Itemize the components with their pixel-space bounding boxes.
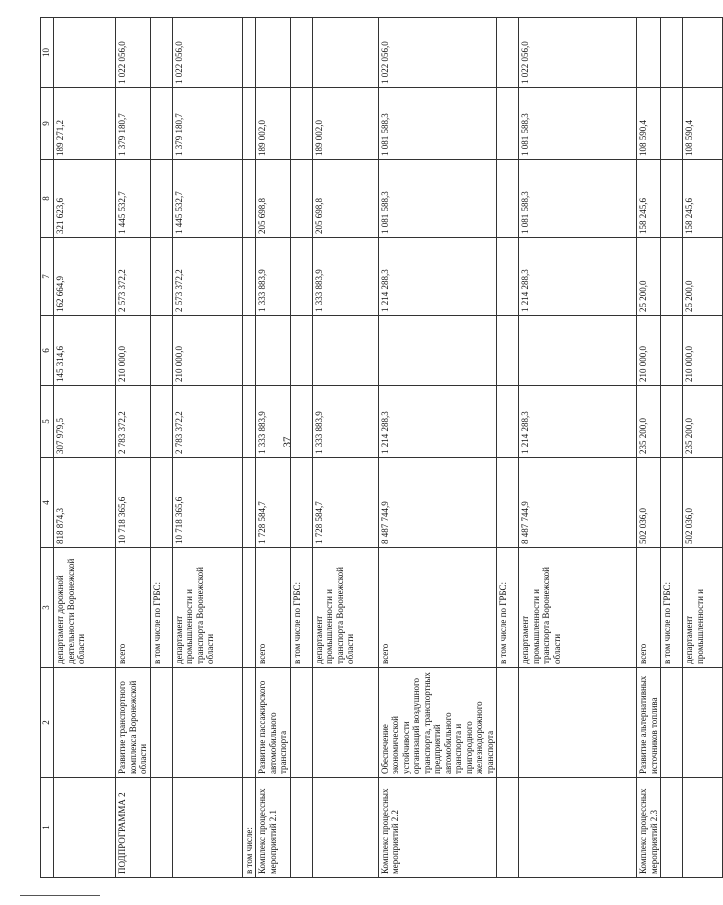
table-cell-col5: 235 200,0 — [637, 386, 661, 458]
table-cell-col6 — [378, 316, 497, 386]
table-cell-col6 — [312, 316, 378, 386]
table-cell-col2: Развитие пассажирского автомобильного транспорта — [256, 668, 291, 778]
table-cell-col10 — [637, 18, 661, 88]
table-cell-col8: 321 623,6 — [54, 160, 116, 238]
header-cell: 5 — [41, 386, 54, 458]
table-row — [242, 18, 256, 878]
table-cell-col8 — [150, 160, 172, 238]
table-cell-col5 — [661, 386, 683, 458]
table-cell-col2: Развитие альтернативных источников топлива — [637, 668, 661, 778]
table-row — [661, 18, 683, 878]
table-cell-col10 — [683, 18, 723, 88]
table-cell-col3: всего — [378, 548, 497, 668]
table-cell-col1 — [312, 778, 378, 878]
table-cell-col1: Комплекс процессных мероприятий 2.2 — [378, 778, 497, 878]
table-row — [519, 18, 637, 878]
table-cell-col1: в том числе: — [242, 778, 256, 878]
table-cell-col5 — [242, 386, 256, 458]
header-cell: 3 — [41, 548, 54, 668]
table-cell-col2 — [661, 668, 683, 778]
page-number: 37 — [281, 436, 294, 448]
rotated-table-container — [40, 18, 705, 878]
table-cell-col7 — [242, 238, 256, 316]
table-cell-col5: 307 979,5 — [54, 386, 116, 458]
table-cell-col4: 1 728 584,7 — [312, 458, 378, 548]
table-row — [172, 18, 242, 878]
table-cell-col9 — [661, 88, 683, 160]
table-cell-col5: 2 783 372,2 — [116, 386, 151, 458]
table-cell-col3: всего — [116, 548, 151, 668]
table-row — [378, 18, 497, 878]
table-cell-col3: в том числе по ГРБС: — [497, 548, 519, 668]
table-row — [116, 18, 151, 878]
table-row — [256, 18, 291, 878]
header-cell: 10 — [41, 18, 54, 88]
table-cell-col10: 1 022 056,0 — [116, 18, 151, 88]
table-cell-col1 — [172, 778, 242, 878]
table-cell-col3: департамент промышленности и транспорта Воронежской области — [172, 548, 242, 668]
table-cell-col6 — [497, 316, 519, 386]
table-cell-col10 — [497, 18, 519, 88]
table-cell-col1 — [497, 778, 519, 878]
table-cell-col8: 1 081 588,3 — [519, 160, 637, 238]
table-cell-col3: в том числе по ГРБС: — [661, 548, 683, 668]
header-cell: 8 — [41, 160, 54, 238]
table-cell-col9: 108 590,4 — [637, 88, 661, 160]
table-cell-col9: 1 379 180,7 — [172, 88, 242, 160]
table-cell-col3: департамент промышленности и — [683, 548, 723, 668]
table-cell-col6 — [519, 316, 637, 386]
table-cell-col8: 205 698,8 — [312, 160, 378, 238]
table-cell-col7: 1 333 883,9 — [312, 238, 378, 316]
table-cell-col3: всего — [256, 548, 291, 668]
table-cell-col7: 25 200,0 — [683, 238, 723, 316]
table-cell-col7: 162 664,9 — [54, 238, 116, 316]
table-cell-col6: 210 000,0 — [637, 316, 661, 386]
table-cell-col2 — [242, 668, 256, 778]
table-row — [150, 18, 172, 878]
table-cell-col2 — [683, 668, 723, 778]
table-cell-col6: 145 314,6 — [54, 316, 116, 386]
table-cell-col4: 818 874,3 — [54, 458, 116, 548]
table-cell-col4 — [290, 458, 312, 548]
table-cell-col5: 1 333 883,9 — [256, 386, 291, 458]
table-cell-col8: 205 698,8 — [256, 160, 291, 238]
table-cell-col5: 2 783 372,2 — [172, 386, 242, 458]
table-cell-col9: 1 081 588,3 — [378, 88, 497, 160]
table-cell-col4: 502 036,0 — [683, 458, 723, 548]
table-cell-col10: 1 022 056,0 — [519, 18, 637, 88]
table-cell-col1: Комплекс процессных мероприятий 2.1 — [256, 778, 291, 878]
table-cell-col1 — [661, 778, 683, 878]
table-cell-col3: департамент промышленности и транспорта Воронежской области — [312, 548, 378, 668]
table-cell-col2 — [519, 668, 637, 778]
table-cell-col2 — [290, 668, 312, 778]
table-cell-col9 — [290, 88, 312, 160]
header-cell: 6 — [41, 316, 54, 386]
budget-table — [40, 17, 723, 878]
header-cell: 9 — [41, 88, 54, 160]
table-cell-col4: 10 718 365,6 — [116, 458, 151, 548]
table-cell-col4 — [661, 458, 683, 548]
header-cell: 7 — [41, 238, 54, 316]
table-cell-col3 — [242, 548, 256, 668]
header-cell: 1 — [41, 778, 54, 878]
table-cell-col9: 189 002,0 — [312, 88, 378, 160]
table-cell-col1 — [54, 778, 116, 878]
table-cell-col10 — [150, 18, 172, 88]
table-cell-col10 — [290, 18, 312, 88]
table-cell-col7: 1 333 883,9 — [256, 238, 291, 316]
table-cell-col9 — [242, 88, 256, 160]
table-cell-col7: 2 573 372,2 — [116, 238, 151, 316]
table-cell-col9 — [150, 88, 172, 160]
table-row — [312, 18, 378, 878]
table-cell-col8 — [290, 160, 312, 238]
table-cell-col10 — [242, 18, 256, 88]
table-cell-col6 — [256, 316, 291, 386]
table-cell-col9: 1 081 588,3 — [519, 88, 637, 160]
table-cell-col2 — [172, 668, 242, 778]
table-cell-col10 — [312, 18, 378, 88]
table-cell-col9: 189 271,2 — [54, 88, 116, 160]
table-cell-col6 — [661, 316, 683, 386]
table-cell-col10 — [661, 18, 683, 88]
table-row — [683, 18, 723, 878]
table-cell-col8: 158 245,6 — [683, 160, 723, 238]
table-cell-col9: 189 002,0 — [256, 88, 291, 160]
table-cell-col1 — [519, 778, 637, 878]
table-row — [290, 18, 312, 878]
table-cell-col2: Обеспечение экономической устойчивости организаций воздушного транспорта, транспортных предприятий автомобильного транспорта и пригородного железнодорожного транспорта — [378, 668, 497, 778]
table-cell-col10: 1 022 056,0 — [172, 18, 242, 88]
table-cell-col6 — [290, 316, 312, 386]
table-cell-col5: 1 214 288,3 — [519, 386, 637, 458]
header-cell: 2 — [41, 668, 54, 778]
table-cell-col10 — [256, 18, 291, 88]
table-cell-col1 — [290, 778, 312, 878]
table-cell-col8 — [242, 160, 256, 238]
table-cell-col10 — [54, 18, 116, 88]
table-cell-col3: в том числе по ГРБС: — [290, 548, 312, 668]
table-cell-col6 — [242, 316, 256, 386]
table-cell-col6: 210 000,0 — [172, 316, 242, 386]
table-cell-col1 — [683, 778, 723, 878]
table-cell-col1: Комплекс процессных мероприятий 2.3 — [637, 778, 661, 878]
header-row — [41, 18, 54, 878]
table-cell-col4: 10 718 365,6 — [172, 458, 242, 548]
table-cell-col5 — [150, 386, 172, 458]
table-cell-col1: ПОДПРОГРАММА 2 — [116, 778, 151, 878]
table-cell-col4 — [242, 458, 256, 548]
table-cell-col7 — [290, 238, 312, 316]
table-cell-col3: департамент дорожной деятельности Воронежской области — [54, 548, 116, 668]
table-cell-col7 — [150, 238, 172, 316]
table-cell-col2 — [150, 668, 172, 778]
table-cell-col5 — [290, 386, 312, 458]
table-cell-col4: 8 487 744,9 — [378, 458, 497, 548]
footnote-divider — [20, 895, 100, 896]
table-cell-col9: 108 590,4 — [683, 88, 723, 160]
table-cell-col4 — [150, 458, 172, 548]
table-cell-col6: 210 000,0 — [683, 316, 723, 386]
table-cell-col8 — [661, 160, 683, 238]
table-cell-col5: 1 333 883,9 — [312, 386, 378, 458]
table-cell-col6: 210 000,0 — [116, 316, 151, 386]
table-cell-col9: 1 379 180,7 — [116, 88, 151, 160]
table-cell-col5: 1 214 288,3 — [378, 386, 497, 458]
table-cell-col6 — [150, 316, 172, 386]
table-row — [497, 18, 519, 878]
table-cell-col8: 1 445 532,7 — [116, 160, 151, 238]
table-cell-col2 — [54, 668, 116, 778]
table-cell-col8: 1 445 532,7 — [172, 160, 242, 238]
table-cell-col7 — [661, 238, 683, 316]
table-cell-col8 — [497, 160, 519, 238]
table-cell-col5 — [497, 386, 519, 458]
table-cell-col8: 158 245,6 — [637, 160, 661, 238]
table-cell-col5: 235 200,0 — [683, 386, 723, 458]
table-cell-col3: в том числе по ГРБС: — [150, 548, 172, 668]
table-cell-col1 — [150, 778, 172, 878]
table-cell-col3: департамент промышленности и транспорта Воронежской области — [519, 548, 637, 668]
table-cell-col7: 25 200,0 — [637, 238, 661, 316]
table-cell-col4: 502 036,0 — [637, 458, 661, 548]
table-cell-col3: всего — [637, 548, 661, 668]
table-cell-col7: 2 573 372,2 — [172, 238, 242, 316]
table-cell-col9 — [497, 88, 519, 160]
table-row — [637, 18, 661, 878]
table-cell-col8: 1 081 588,3 — [378, 160, 497, 238]
table-cell-col2 — [312, 668, 378, 778]
table-cell-col2 — [497, 668, 519, 778]
table-cell-col7: 1 214 288,3 — [378, 238, 497, 316]
table-row — [54, 18, 116, 878]
header-cell: 4 — [41, 458, 54, 548]
table-cell-col7 — [497, 238, 519, 316]
table-cell-col4 — [497, 458, 519, 548]
table-cell-col10: 1 022 056,0 — [378, 18, 497, 88]
table-cell-col4: 8 487 744,9 — [519, 458, 637, 548]
table-cell-col4: 1 728 584,7 — [256, 458, 291, 548]
table-cell-col2: Развитие транспортного комплекса Воронежской области — [116, 668, 151, 778]
table-cell-col7: 1 214 288,3 — [519, 238, 637, 316]
